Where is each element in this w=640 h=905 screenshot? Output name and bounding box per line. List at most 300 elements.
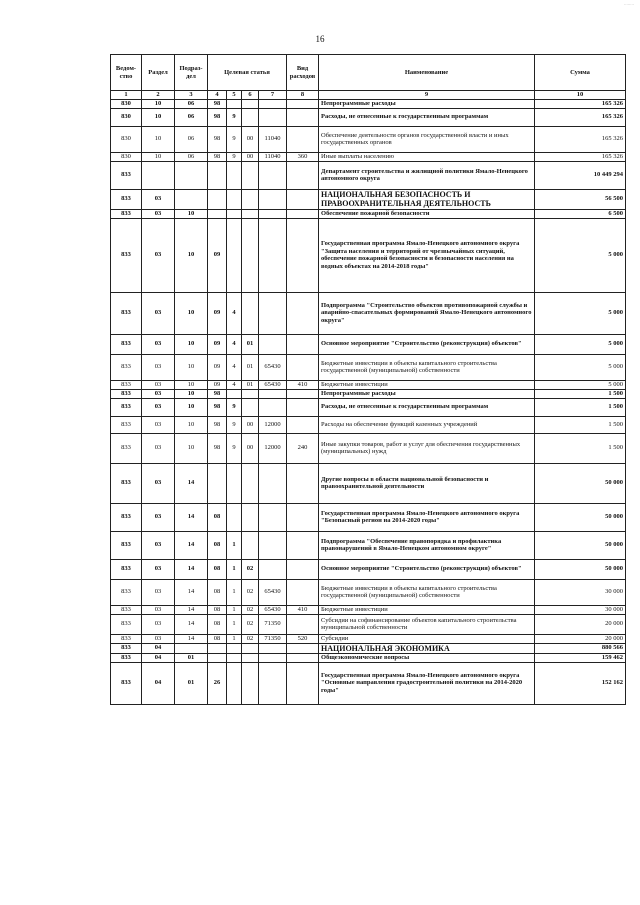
cell-razdel: 03 [142, 218, 175, 292]
cell-cs3 [242, 189, 259, 209]
cell-cs4 [259, 108, 287, 126]
cell-cs2: 4 [227, 354, 242, 380]
cell-sum: 1 500 [535, 416, 626, 433]
cell-vid [287, 209, 319, 218]
cell-cs4: 11040 [259, 152, 287, 161]
cell-name: Иные выплаты населению [319, 152, 535, 161]
cell-cs3: 02 [242, 605, 259, 614]
cell-sum: 5 000 [535, 334, 626, 354]
cell-cs4: 65430 [259, 605, 287, 614]
cell-cs4 [259, 463, 287, 503]
cell-vid [287, 389, 319, 398]
cell-cs4 [259, 389, 287, 398]
cell-cs2: 9 [227, 433, 242, 463]
cell-sum: 30 000 [535, 579, 626, 605]
budget-body [111, 100, 626, 705]
cell-cs2 [227, 463, 242, 503]
cell-cs3: 01 [242, 380, 259, 389]
cell-vid [287, 503, 319, 531]
cell-cs1: 98 [208, 433, 227, 463]
cell-cs4 [259, 653, 287, 662]
cell-cs3: 01 [242, 334, 259, 354]
cell-razdel: 03 [142, 189, 175, 209]
cell-cs3 [242, 161, 259, 189]
cell-name: Общеэкономические вопросы [319, 653, 535, 662]
cell-cs3 [242, 463, 259, 503]
cell-vid: 240 [287, 433, 319, 463]
cell-cs4: 71350 [259, 634, 287, 643]
cell-cs3: 02 [242, 559, 259, 579]
table-row [111, 189, 626, 209]
cell-podrazdel: 14 [175, 605, 208, 614]
cell-vid [287, 463, 319, 503]
cell-cs1: 98 [208, 108, 227, 126]
table-row [111, 503, 626, 531]
cell-sum: 1 500 [535, 389, 626, 398]
header-vedomstvo: Ведом-ство [111, 55, 142, 91]
cell-cs2: 1 [227, 531, 242, 559]
cell-name: Иные закупки товаров, работ и услуг для обеспечения государственных (муниципальных) нужд [319, 433, 535, 463]
cell-razdel: 03 [142, 503, 175, 531]
cell-podrazdel: 06 [175, 108, 208, 126]
column-number: 7 [259, 91, 287, 100]
cell-sum: 10 449 294 [535, 161, 626, 189]
column-number: 2 [142, 91, 175, 100]
cell-razdel: 03 [142, 531, 175, 559]
cell-cs2: 1 [227, 605, 242, 614]
cell-cs3 [242, 389, 259, 398]
cell-vedomstvo: 833 [111, 559, 142, 579]
cell-cs2: 9 [227, 416, 242, 433]
cell-podrazdel [175, 643, 208, 653]
cell-cs1: 08 [208, 503, 227, 531]
cell-vid: 410 [287, 380, 319, 389]
cell-vid [287, 559, 319, 579]
cell-vid [287, 398, 319, 416]
cell-cs4 [259, 398, 287, 416]
cell-name: Бюджетные инвестиции [319, 605, 535, 614]
cell-sum: 6 500 [535, 209, 626, 218]
table-row [111, 634, 626, 643]
table-row [111, 416, 626, 433]
cell-cs2 [227, 662, 242, 704]
cell-cs2 [227, 653, 242, 662]
column-number-row [111, 91, 626, 100]
cell-vid [287, 643, 319, 653]
cell-cs1 [208, 653, 227, 662]
cell-razdel: 03 [142, 389, 175, 398]
cell-cs3 [242, 643, 259, 653]
table-row [111, 161, 626, 189]
cell-podrazdel: 14 [175, 579, 208, 605]
cell-vedomstvo: 833 [111, 579, 142, 605]
cell-podrazdel: 14 [175, 531, 208, 559]
header-name: Наименование [319, 55, 535, 91]
cell-sum: 165 326 [535, 108, 626, 126]
cell-name: Другие вопросы в области национальной безопасности и правоохранительной деятельности [319, 463, 535, 503]
header-vid: Вид расходов [287, 55, 319, 91]
cell-cs1: 09 [208, 354, 227, 380]
cell-cs2 [227, 100, 242, 109]
cell-vedomstvo: 833 [111, 605, 142, 614]
cell-sum: 1 500 [535, 398, 626, 416]
table-row [111, 653, 626, 662]
cell-sum: 50 000 [535, 531, 626, 559]
table-row [111, 559, 626, 579]
cell-razdel: 10 [142, 108, 175, 126]
cell-vid [287, 579, 319, 605]
cell-podrazdel: 14 [175, 463, 208, 503]
cell-sum: 30 000 [535, 605, 626, 614]
cell-name: Подпрограмма "Обеспечение правопорядка и профилактика правонарушений в Ямало-Ненецком автономном округе" [319, 531, 535, 559]
cell-name: Бюджетные инвестиции в объекты капитального строительства государственной (муниципальной) собственности [319, 354, 535, 380]
header-podrazdel: Подраз-дел [175, 55, 208, 91]
cell-sum: 5 000 [535, 354, 626, 380]
cell-name: Расходы на обеспечение функций казенных учреждений [319, 416, 535, 433]
column-number: 8 [287, 91, 319, 100]
cell-cs3: 02 [242, 579, 259, 605]
cell-vid [287, 189, 319, 209]
cell-vedomstvo: 833 [111, 398, 142, 416]
cell-cs1: 08 [208, 559, 227, 579]
cell-vedomstvo: 833 [111, 161, 142, 189]
cell-vedomstvo: 833 [111, 463, 142, 503]
cell-cs1: 98 [208, 100, 227, 109]
cell-vid [287, 161, 319, 189]
cell-razdel: 04 [142, 643, 175, 653]
cell-podrazdel: 01 [175, 653, 208, 662]
cell-cs4: 11040 [259, 126, 287, 152]
cell-vid [287, 614, 319, 634]
cell-name: Бюджетные инвестиции в объекты капитального строительства государственной (муниципальной) собственности [319, 579, 535, 605]
cell-razdel: 03 [142, 334, 175, 354]
cell-razdel: 03 [142, 433, 175, 463]
cell-cs3: 02 [242, 614, 259, 634]
cell-podrazdel: 14 [175, 559, 208, 579]
cell-podrazdel: 10 [175, 389, 208, 398]
cell-cs3: 00 [242, 433, 259, 463]
cell-vid [287, 416, 319, 433]
cell-vedomstvo: 833 [111, 292, 142, 334]
cell-vid [287, 126, 319, 152]
cell-vedomstvo: 833 [111, 189, 142, 209]
cell-name: НАЦИОНАЛЬНАЯ БЕЗОПАСНОСТЬ И ПРАВООХРАНИТЕЛЬНАЯ ДЕЯТЕЛЬНОСТЬ [319, 189, 535, 209]
cell-cs1 [208, 463, 227, 503]
cell-razdel: 03 [142, 209, 175, 218]
table-row [111, 108, 626, 126]
cell-cs4 [259, 643, 287, 653]
cell-name: Обеспечение пожарной безопасности [319, 209, 535, 218]
cell-vid: 410 [287, 605, 319, 614]
cell-name: Государственная программа Ямало-Ненецкого автономного округа "Защита населения и территорий от чрезвычайных ситуаций, обеспечение пожарной безопасности и безопасности населения на водных объектах на 2014-2018 годы" [319, 218, 535, 292]
table-row [111, 389, 626, 398]
cell-vedomstvo: 830 [111, 108, 142, 126]
cell-vid [287, 354, 319, 380]
table-row [111, 334, 626, 354]
cell-podrazdel: 10 [175, 433, 208, 463]
cell-podrazdel: 10 [175, 380, 208, 389]
cell-sum: 165 326 [535, 100, 626, 109]
cell-cs3 [242, 662, 259, 704]
cell-cs4 [259, 503, 287, 531]
cell-sum: 5 000 [535, 380, 626, 389]
cell-vid [287, 653, 319, 662]
column-number: 9 [319, 91, 535, 100]
cell-cs3 [242, 503, 259, 531]
cell-razdel: 03 [142, 614, 175, 634]
cell-cs1: 09 [208, 218, 227, 292]
cell-cs2: 1 [227, 634, 242, 643]
cell-cs4: 65430 [259, 579, 287, 605]
cell-cs4 [259, 662, 287, 704]
cell-podrazdel: 14 [175, 634, 208, 643]
cell-razdel: 10 [142, 126, 175, 152]
cell-podrazdel: 10 [175, 218, 208, 292]
column-number: 4 [208, 91, 227, 100]
cell-cs2: 4 [227, 334, 242, 354]
cell-cs3: 01 [242, 354, 259, 380]
cell-cs2 [227, 189, 242, 209]
table-row [111, 152, 626, 161]
budget-table [110, 54, 626, 705]
cell-cs4 [259, 334, 287, 354]
cell-cs4: 65430 [259, 354, 287, 380]
cell-name: НАЦИОНАЛЬНАЯ ЭКОНОМИКА [319, 643, 535, 653]
cell-cs1: 09 [208, 292, 227, 334]
cell-vid [287, 108, 319, 126]
cell-vid [287, 100, 319, 109]
cell-cs3 [242, 653, 259, 662]
header-razdel: Раздел [142, 55, 175, 91]
cell-razdel: 03 [142, 398, 175, 416]
cell-podrazdel: 10 [175, 209, 208, 218]
cell-cs4: 12000 [259, 416, 287, 433]
cell-podrazdel [175, 189, 208, 209]
table-row [111, 209, 626, 218]
cell-sum: 880 566 [535, 643, 626, 653]
cell-vedomstvo: 833 [111, 643, 142, 653]
cell-razdel [142, 161, 175, 189]
cell-sum: 1 500 [535, 433, 626, 463]
cell-razdel: 03 [142, 416, 175, 433]
cell-name: Государственная программа Ямало-Ненецкого автономного округа "Основные направления градостроительной политики на 2014-2020 годы" [319, 662, 535, 704]
cell-sum: 165 326 [535, 152, 626, 161]
cell-sum: 50 000 [535, 503, 626, 531]
cell-vid [287, 662, 319, 704]
cell-sum: 20 000 [535, 634, 626, 643]
cell-cs4 [259, 292, 287, 334]
table-row [111, 380, 626, 389]
cell-name: Государственная программа Ямало-Ненецкого автономного округа "Безопасный регион на 2014-2020 годы" [319, 503, 535, 531]
cell-vid [287, 334, 319, 354]
cell-cs2: 1 [227, 559, 242, 579]
cell-cs2: 4 [227, 380, 242, 389]
column-number: 1 [111, 91, 142, 100]
cell-name: Подпрограмма "Строительство объектов противопожарной службы и аварийно-спасательных формирований Ямало-Ненецкого автономного округа" [319, 292, 535, 334]
cell-razdel: 10 [142, 100, 175, 109]
table-row [111, 463, 626, 503]
cell-cs2 [227, 209, 242, 218]
cell-cs2 [227, 389, 242, 398]
cell-razdel: 03 [142, 463, 175, 503]
cell-cs1: 98 [208, 126, 227, 152]
cell-vedomstvo: 833 [111, 503, 142, 531]
cell-podrazdel [175, 161, 208, 189]
cell-cs1: 08 [208, 614, 227, 634]
cell-razdel: 10 [142, 152, 175, 161]
cell-name: Департамент строительства и жилищной политики Ямало-Ненецкого автономного округа [319, 161, 535, 189]
cell-vedomstvo: 833 [111, 334, 142, 354]
table-row [111, 605, 626, 614]
cell-cs1 [208, 161, 227, 189]
cell-cs3: 00 [242, 152, 259, 161]
cell-cs2 [227, 218, 242, 292]
cell-razdel: 04 [142, 653, 175, 662]
cell-vedomstvo: 830 [111, 100, 142, 109]
cell-cs3 [242, 209, 259, 218]
cell-name: Расходы, не отнесенные к государственным программам [319, 108, 535, 126]
cell-cs4 [259, 209, 287, 218]
cell-razdel: 03 [142, 380, 175, 389]
cell-cs3 [242, 531, 259, 559]
cell-sum: 50 000 [535, 559, 626, 579]
cell-podrazdel: 14 [175, 614, 208, 634]
header-row [111, 55, 626, 91]
cell-vedomstvo: 833 [111, 416, 142, 433]
cell-name: Бюджетные инвестиции [319, 380, 535, 389]
cell-vedomstvo: 833 [111, 389, 142, 398]
cell-cs2: 9 [227, 108, 242, 126]
page-number: 16 [315, 34, 325, 44]
cell-cs1: 09 [208, 380, 227, 389]
cell-cs2 [227, 503, 242, 531]
cell-cs3 [242, 100, 259, 109]
cell-podrazdel: 06 [175, 100, 208, 109]
cell-cs3 [242, 108, 259, 126]
table-row [111, 614, 626, 634]
cell-cs4: 65430 [259, 380, 287, 389]
cell-vid [287, 218, 319, 292]
cell-sum: 5 000 [535, 292, 626, 334]
cell-cs3 [242, 218, 259, 292]
cell-name: Субсидии [319, 634, 535, 643]
cell-podrazdel: 01 [175, 662, 208, 704]
cell-podrazdel: 10 [175, 334, 208, 354]
cell-vid: 520 [287, 634, 319, 643]
cell-sum: 152 162 [535, 662, 626, 704]
cell-cs1: 98 [208, 389, 227, 398]
cell-cs2: 1 [227, 614, 242, 634]
cell-sum: 20 000 [535, 614, 626, 634]
cell-cs4 [259, 559, 287, 579]
cell-cs3 [242, 292, 259, 334]
cell-cs1: 98 [208, 398, 227, 416]
cell-cs1: 26 [208, 662, 227, 704]
cell-podrazdel: 06 [175, 152, 208, 161]
cell-sum: 56 500 [535, 189, 626, 209]
cell-podrazdel: 06 [175, 126, 208, 152]
cell-cs1: 98 [208, 152, 227, 161]
cell-podrazdel: 10 [175, 416, 208, 433]
cell-name: Субсидии на софинансирование объектов капитального строительства муниципальной собственности [319, 614, 535, 634]
cell-cs2: 9 [227, 126, 242, 152]
cell-podrazdel: 14 [175, 503, 208, 531]
cell-vedomstvo: 833 [111, 209, 142, 218]
cell-vid [287, 292, 319, 334]
cell-vedomstvo: 830 [111, 126, 142, 152]
cell-cs2: 4 [227, 292, 242, 334]
table-row [111, 354, 626, 380]
cell-cs2: 9 [227, 152, 242, 161]
cell-cs2 [227, 161, 242, 189]
cell-razdel: 04 [142, 662, 175, 704]
table-row [111, 531, 626, 559]
cell-name: Основное мероприятие "Строительство (реконструкция) объектов" [319, 334, 535, 354]
cell-vedomstvo: 830 [111, 152, 142, 161]
cell-vedomstvo: 833 [111, 433, 142, 463]
cell-vid: 360 [287, 152, 319, 161]
cell-sum: 159 462 [535, 653, 626, 662]
cell-cs2 [227, 643, 242, 653]
table-row [111, 292, 626, 334]
table-row [111, 643, 626, 653]
cell-vedomstvo: 833 [111, 634, 142, 643]
cell-name: Основное мероприятие "Строительство (реконструкция) объектов" [319, 559, 535, 579]
column-number: 3 [175, 91, 208, 100]
table-row [111, 100, 626, 109]
table-row [111, 126, 626, 152]
cell-razdel: 03 [142, 579, 175, 605]
cell-name: Расходы, не отнесенные к государственным программам [319, 398, 535, 416]
column-number: 6 [242, 91, 259, 100]
cell-cs4 [259, 100, 287, 109]
column-number: 5 [227, 91, 242, 100]
cell-vedomstvo: 833 [111, 218, 142, 292]
cell-vid [287, 531, 319, 559]
cell-vedomstvo: 833 [111, 380, 142, 389]
table-row [111, 218, 626, 292]
cell-sum: 5 000 [535, 218, 626, 292]
cell-cs4 [259, 189, 287, 209]
cell-podrazdel: 10 [175, 398, 208, 416]
cell-razdel: 03 [142, 559, 175, 579]
cell-cs4 [259, 161, 287, 189]
cell-vedomstvo: 833 [111, 531, 142, 559]
cell-vedomstvo: 833 [111, 614, 142, 634]
cell-name: Непрограммные расходы [319, 100, 535, 109]
cell-vedomstvo: 833 [111, 354, 142, 380]
cell-cs1: 09 [208, 334, 227, 354]
cell-cs2: 9 [227, 398, 242, 416]
table-row [111, 579, 626, 605]
cell-cs1 [208, 209, 227, 218]
cell-cs3: 02 [242, 634, 259, 643]
cell-razdel: 03 [142, 354, 175, 380]
header-celevaya: Целевая статья [208, 55, 287, 91]
cell-vedomstvo: 833 [111, 653, 142, 662]
cell-cs3: 00 [242, 416, 259, 433]
cell-name: Непрограммные расходы [319, 389, 535, 398]
cell-podrazdel: 10 [175, 292, 208, 334]
cell-razdel: 03 [142, 634, 175, 643]
cell-cs2: 1 [227, 579, 242, 605]
table-row [111, 398, 626, 416]
cell-razdel: 03 [142, 605, 175, 614]
cell-cs1: 08 [208, 579, 227, 605]
cell-cs1: 08 [208, 531, 227, 559]
cell-cs1 [208, 189, 227, 209]
cell-cs4: 71350 [259, 614, 287, 634]
